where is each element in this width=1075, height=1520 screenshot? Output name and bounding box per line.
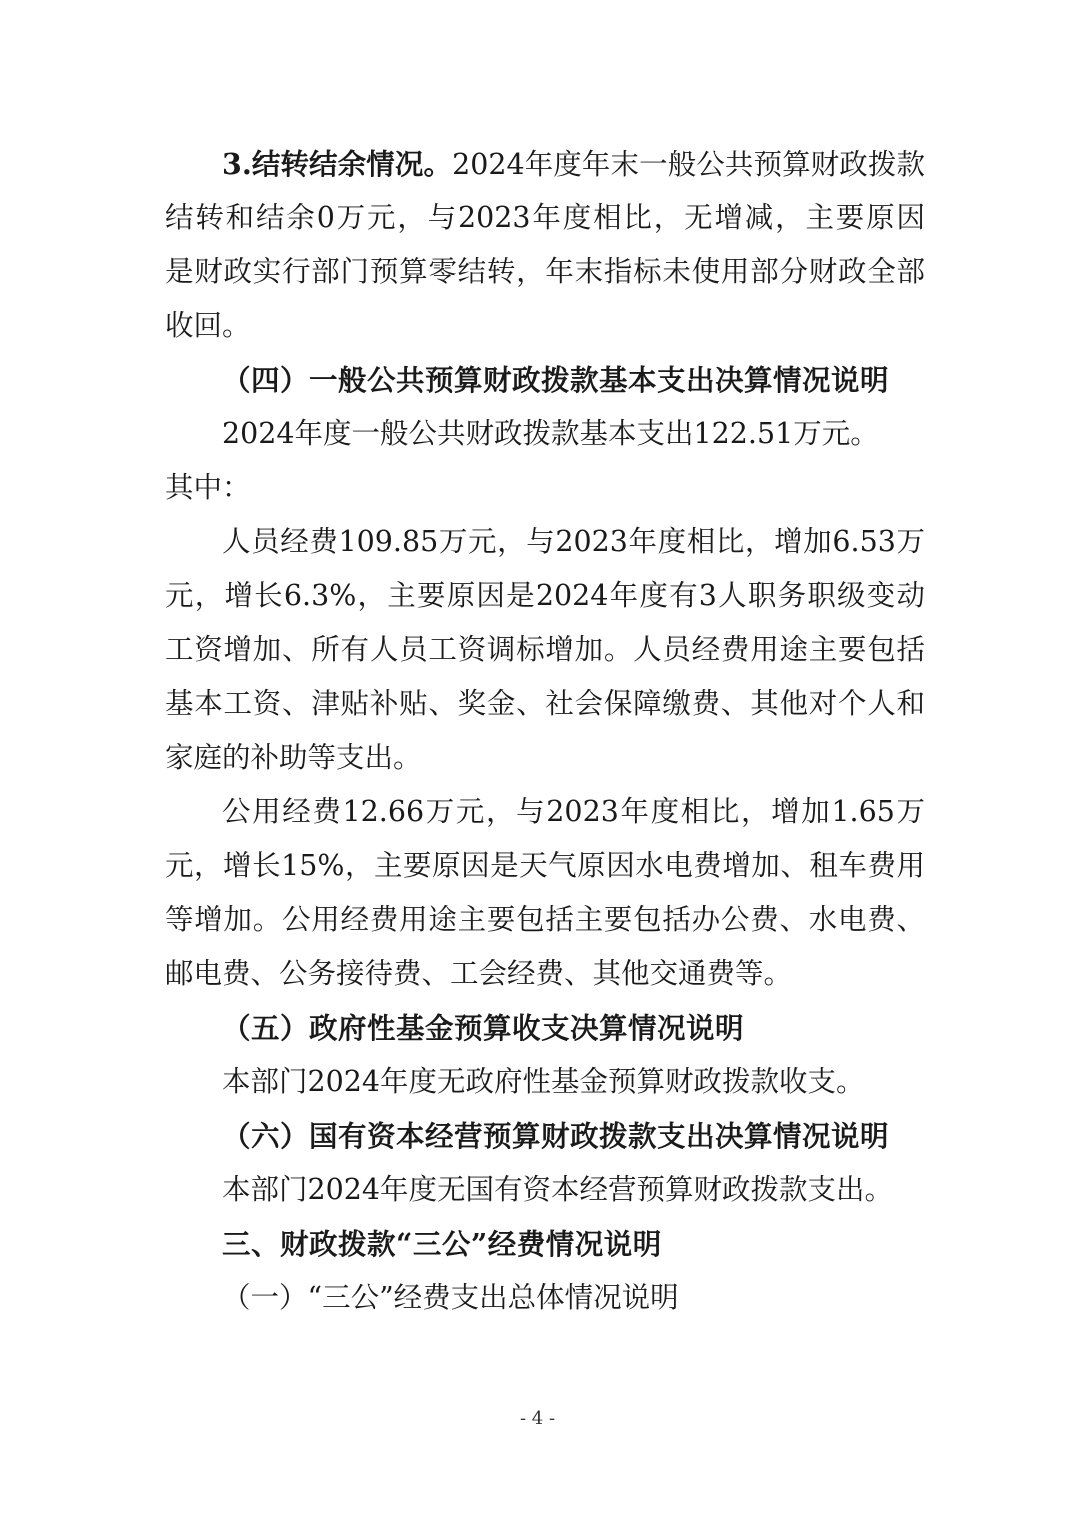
personnel-cost-line-1: 人员经费109.85万元，与2023年度相比，增加6.53万 bbox=[222, 525, 925, 558]
personnel-cost-line-4: 基本工资、津贴补贴、奖金、社会保障缴费、其他对个人和 bbox=[165, 687, 925, 720]
public-cost-line-4: 邮电费、公务接待费、工会经费、其他交通费等。 bbox=[165, 957, 793, 990]
section-heading-4: （四）一般公共预算财政拨款基本支出决算情况说明 bbox=[222, 363, 890, 397]
paragraph-carryover-line-1 bbox=[222, 146, 925, 183]
carryover-heading: 3.结转结余情况。 bbox=[222, 147, 453, 181]
personnel-cost-line-5: 家庭的补助等支出。 bbox=[165, 741, 422, 774]
page-number: - 4 - bbox=[519, 1408, 556, 1429]
section-heading-5: （五）政府性基金预算收支决算情况说明 bbox=[222, 1011, 745, 1045]
paragraph-carryover-line-4: 收回。 bbox=[165, 309, 251, 342]
chapter-heading-three: 三、财政拨款“三公”经费情况说明 bbox=[222, 1227, 662, 1261]
paragraph-carryover-line-2: 结转和结余0万元，与2023年度相比，无增减，主要原因 bbox=[165, 201, 925, 234]
section-heading-6: （六）国有资本经营预算财政拨款支出决算情况说明 bbox=[222, 1119, 890, 1153]
gov-fund-text: 本部门2024年度无政府性基金预算财政拨款收支。 bbox=[222, 1065, 865, 1098]
carryover-text: 2024年度年末一般公共预算财政拨款 bbox=[452, 148, 925, 181]
public-cost-line-3: 等增加。公用经费用途主要包括主要包括办公费、水电费、 bbox=[165, 903, 925, 936]
basic-expenditure-line-1: 2024年度一般公共财政拨款基本支出122.51万元。 bbox=[222, 417, 879, 450]
public-cost-line-2: 元，增长15%，主要原因是天气原因水电费增加、租车费用 bbox=[165, 849, 925, 882]
paragraph-carryover-line-3: 是财政实行部门预算零结转，年末指标未使用部分财政全部 bbox=[165, 255, 925, 288]
personnel-cost-line-3: 工资增加、所有人员工资调标增加。人员经费用途主要包括 bbox=[165, 633, 925, 666]
subsection-heading-three-1: （一）“三公”经费支出总体情况说明 bbox=[222, 1281, 679, 1314]
state-capital-text: 本部门2024年度无国有资本经营预算财政拨款支出。 bbox=[222, 1173, 894, 1206]
basic-expenditure-line-2: 其中： bbox=[165, 471, 251, 504]
public-cost-line-1: 公用经费12.66万元，与2023年度相比，增加1.65万 bbox=[222, 795, 925, 828]
personnel-cost-line-2: 元，增长6.3%，主要原因是2024年度有3人职务职级变动 bbox=[165, 579, 925, 612]
